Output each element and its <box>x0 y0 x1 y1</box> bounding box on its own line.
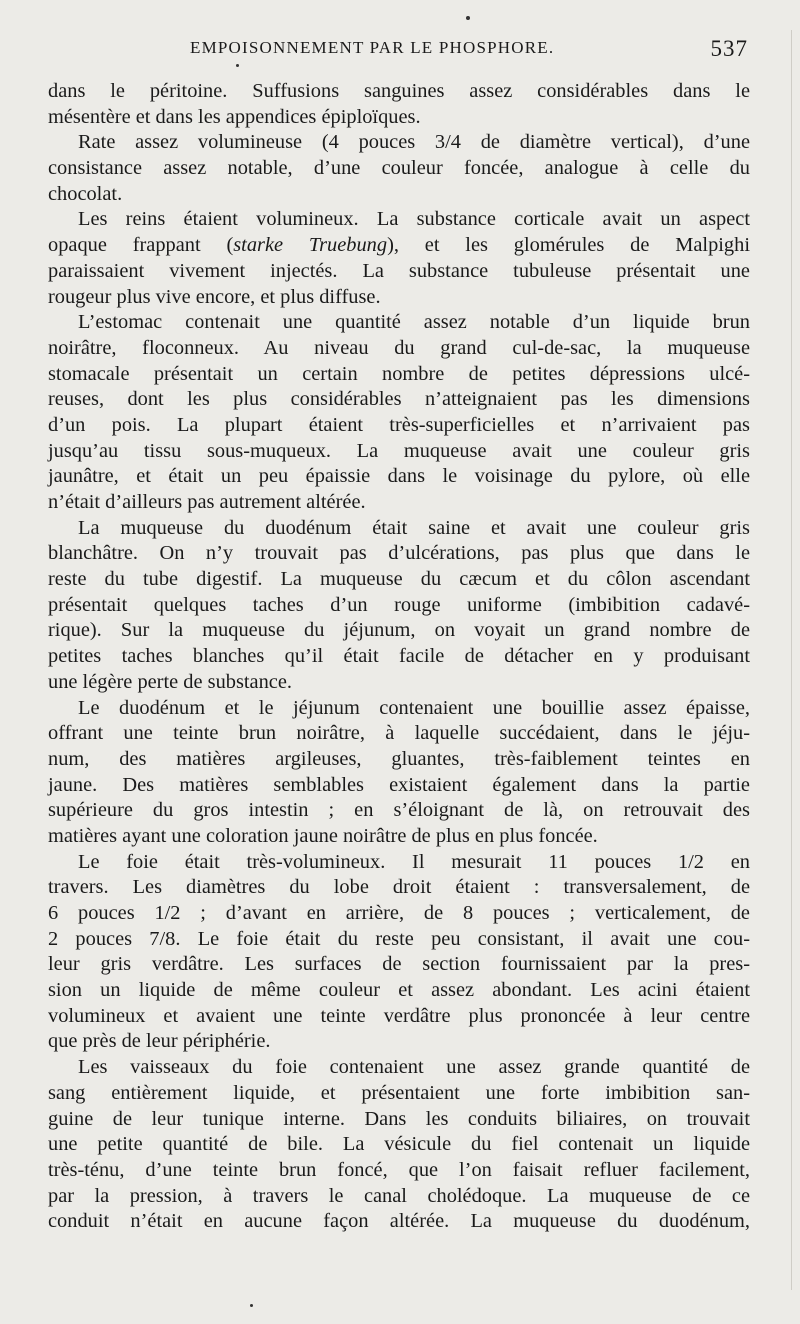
text-line: volumineux et avaient une teinte verdâtre plus prononcée à leur centre <box>48 1004 750 1027</box>
text-line: 6 pouces 1/2 ; d’avant en arrière, de 8 pouces ; verticalement, de <box>48 902 750 924</box>
text-line: paraissaient vivement injectés. La substance tubuleuse présentait une <box>48 259 750 282</box>
text-line: n’était d’ailleurs pas autrement altérée. <box>48 491 366 513</box>
text-line: une petite quantité de bile. La vésicule du fiel contenait un liquide <box>48 1133 750 1156</box>
page-number: 537 <box>710 36 748 61</box>
text-line: blanchâtre. On n’y trouvait pas d’ulcérations, pas plus que dans le <box>48 542 750 565</box>
text-line: par la pression, à travers le canal cholédoque. La muqueuse de ce <box>48 1184 750 1207</box>
text-line: petites taches blanches qu’il était facile de détacher en y produisant <box>48 645 750 668</box>
text-line: sang entièrement liquide, et présentaient une forte imbibition san- <box>48 1081 750 1104</box>
running-title: EMPOISONNEMENT PAR LE PHOSPHORE. <box>190 38 555 57</box>
paragraph <box>48 79 750 130</box>
paragraph <box>48 696 750 850</box>
text-line: jaunâtre, et était un peu épaissie dans le voisinage du pylore, où elle <box>48 465 750 488</box>
italic-phrase: starke Truebung <box>233 234 388 257</box>
paragraph <box>48 1055 750 1235</box>
text-line: sion un liquide de même couleur et assez abondant. Les acini étaient <box>48 979 750 1002</box>
text-line: conduit n’était en aucune façon altérée. La muqueuse du duodénum, <box>48 1210 750 1233</box>
paragraph <box>48 850 750 1056</box>
text-line: guine de leur tunique interne. Dans les conduits biliaires, on trouvait <box>48 1107 750 1130</box>
text-line: num, des matières argileuses, gluantes, très-faiblement teintes en <box>48 747 750 770</box>
text-line: matières ayant une coloration jaune noirâtre de plus en plus foncée. <box>48 824 598 847</box>
text-line: consistance assez notable, d’une couleur foncée, analogue à celle du <box>48 157 750 180</box>
text-line: 2 pouces 7/8. Le foie était du reste peu consistant, il avait une cou- <box>48 927 750 950</box>
text-line: supérieure du gros intestin ; en s’éloignant de là, on retrouvait des <box>48 799 750 822</box>
text-line: Les reins étaient volumineux. La substance corticale avait un aspect <box>78 208 750 231</box>
page-edge <box>791 30 792 1290</box>
text-line: offrant une teinte brun noirâtre, à laquelle succédaient, dans le jéju- <box>48 722 750 745</box>
text-line: d’un pois. La plupart étaient très-superficielles et n’arrivaient pas <box>48 413 750 436</box>
body-text <box>48 79 750 1235</box>
text-line: reuses, dont les plus considérables n’atteignaient pas les dimensions <box>48 388 750 411</box>
text-line: jusqu’au tissu sous-muqueux. La muqueuse avait une couleur gris <box>48 439 750 462</box>
paragraph <box>48 516 750 696</box>
text-line: Les vaisseaux du foie contenaient une assez grande quantité de <box>78 1056 750 1079</box>
paragraph <box>48 310 750 516</box>
print-speck <box>250 1304 253 1307</box>
text-line: stomacale présentait un certain nombre de petites dépressions ulcé- <box>48 362 750 385</box>
text-line: dans le péritoine. Suffusions sanguines assez considérables dans le <box>48 80 750 102</box>
text-line: L’estomac contenait une quantité assez notable d’un liquide brun <box>78 311 750 334</box>
paragraph <box>48 207 750 310</box>
text-line: Le foie était très-volumineux. Il mesurait 11 pouces 1/2 en <box>78 850 750 873</box>
text-line: présentait quelques taches d’un rouge uniforme (imbibition cadavé- <box>48 593 750 616</box>
page-header <box>48 38 748 68</box>
print-speck <box>466 16 470 20</box>
text-line: que près de leur périphérie. <box>48 1030 271 1053</box>
paragraph <box>48 130 750 207</box>
text-line: opaque frappant (starke Truebung), et les glomérules de Malpighi <box>48 234 750 257</box>
text-line: noirâtre, floconneux. Au niveau du grand cul-de-sac, la muqueuse <box>48 336 750 359</box>
text-line: Le duodénum et le jéjunum contenaient une bouillie assez épaisse, <box>78 696 750 719</box>
text-line: leur gris verdâtre. Les surfaces de section fournissaient par la pres- <box>48 953 750 976</box>
text-line: chocolat. <box>48 182 123 205</box>
text-line: jaune. Des matières semblables existaient également dans la partie <box>48 773 750 796</box>
text-line: rougeur plus vive encore, et plus diffuse. <box>48 285 381 308</box>
text-line: une légère perte de substance. <box>48 670 293 693</box>
text-line: rique). Sur la muqueuse du jéjunum, on voyait un grand nombre de <box>48 619 750 642</box>
text-line: travers. Les diamètres du lobe droit étaient : transversalement, de <box>48 876 750 899</box>
text-line: La muqueuse du duodénum était saine et avait une couleur gris <box>78 516 750 539</box>
text-line: reste du tube digestif. La muqueuse du cæcum et du côlon ascendant <box>48 568 750 591</box>
text-line: très-ténu, d’une teinte brun foncé, que l’on faisait refluer facilement, <box>48 1158 750 1181</box>
text-line: Rate assez volumineuse (4 pouces 3/4 de diamètre vertical), d’une <box>78 131 750 154</box>
text-line: mésentère et dans les appendices épiploïques. <box>48 105 421 128</box>
